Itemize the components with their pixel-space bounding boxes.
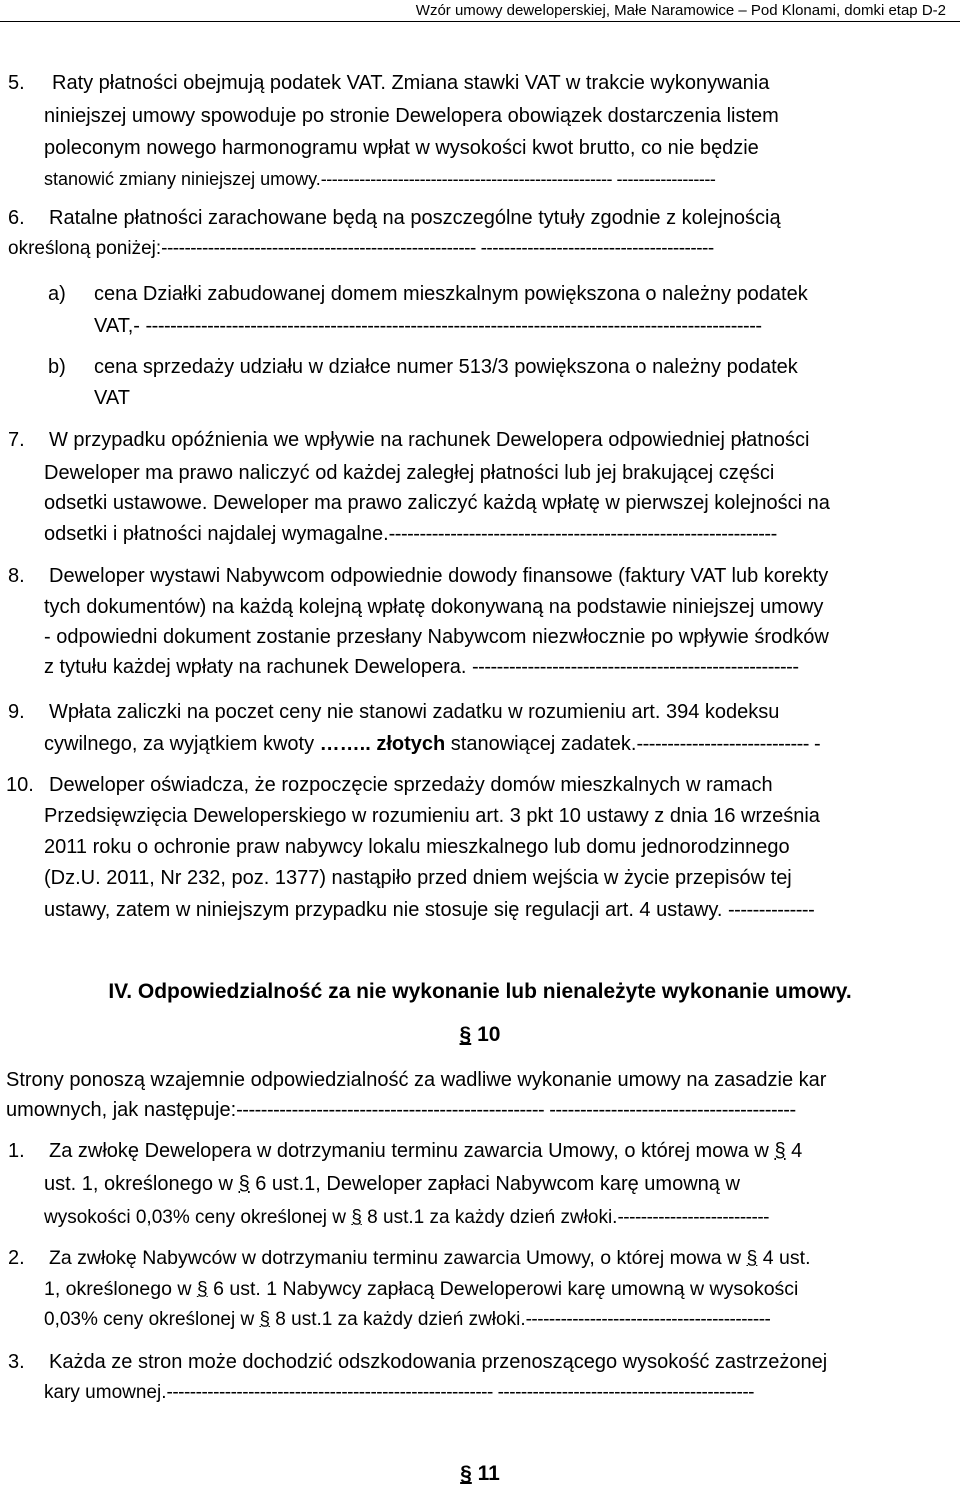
text-line: odsetki ustawowe. Deweloper ma prawo zaliczyć każdą wpłatę w pierwszej kolejności na [44,492,830,514]
section-title: IV. Odpowiedzialność za nie wykonanie lub nienależyte wykonanie umowy. [108,980,852,1003]
text-line: Za zwłokę Nabywców w dotrzymaniu terminu zawarcia Umowy, o której mowa w § 4 ust. [49,1247,811,1269]
text-line: ustawy, zatem w niniejszym przypadku nie stosuje się regulacji art. 4 ustawy. -------------- [44,899,815,921]
text-line: odsetki i płatności najdalej wymagalne.--------------------------------------------------------------- [44,523,777,545]
header-title: Wzór umowy deweloperskiej, Małe Naramowice – Pod Klonami, domki etap D-2 [415,2,946,19]
item-number: 6. [8,207,25,229]
text-line: Za zwłokę Dewelopera w dotrzymaniu terminu zawarcia Umowy, o której mowa w § 4 [49,1140,803,1162]
text-line: Wpłata zaliczki na poczet ceny nie stanowi zadatku w rozumieniu art. 394 kodeksu [49,701,780,723]
item-number: 9. [8,701,25,723]
text-line: cywilnego, za wyjątkiem kwoty …….. złotych stanowiącej zadatek.---------------------------- - [44,733,821,755]
text-line: z tytułu każdej wpłaty na rachunek Dewelopera. ----------------------------------------------------- [44,656,799,678]
text-line: 1, określonego w § 6 ust. 1 Nabywcy zapłacą Deweloperowi karę umowną w wysokości [44,1278,799,1300]
text-line: Deweloper wystawi Nabywcom odpowiednie dowody finansowe (faktury VAT lub korekty [49,565,829,587]
text-line: Ratalne płatności zarachowane będą na poszczególne tytuły zgodnie z kolejnością [49,207,781,229]
text-line: Deweloper oświadcza, że rozpoczęcie sprzedaży domów mieszkalnych w ramach [49,774,773,796]
text-line: (Dz.U. 2011, Nr 232, poz. 1377) nastąpiło przed dniem wejścia w życie przepisów tej [44,867,792,889]
text-line: określoną poniżej:------------------------------------------------------ ---------------------------------------- [8,238,714,259]
sub-item-label: a) [48,283,66,305]
header-rule [0,21,960,22]
paragraph-heading: § 11 [460,1462,500,1485]
paragraph-sign: § [459,1023,472,1046]
paragraph-sign: § [460,1462,472,1485]
sub-item-label: b) [48,356,66,378]
text-line: 0,03% ceny określonej w § 8 ust.1 za każdy dzień zwłoki.------------------------------------------ [44,1309,771,1330]
text-line: 2011 roku o ochronie praw nabywcy lokalu mieszkalnego lub domu jednorodzinnego [44,836,790,858]
text-line: Każda ze stron może dochodzić odszkodowania przenoszącego wysokość zastrzeżonej [49,1351,828,1373]
item-number: 3. [8,1351,25,1373]
text-line: VAT,- ---------------------------------------------------------------------------------------------------- [94,315,762,337]
item-number: 2. [8,1247,25,1269]
paragraph-heading: § 10 [459,1023,501,1046]
text-line: stanowić zmiany niniejszej umowy.----------------------------------------------------- ------------------ [44,169,716,189]
text-line: cena sprzedaży udziału w działce numer 513/3 powiększona o należny podatek [94,356,798,378]
item-number: 10. [6,774,34,796]
page-header [0,0,960,22]
text-line: umownych, jak następuje:-------------------------------------------------- ---------------------------------------- [6,1099,796,1121]
text-line: cena Działki zabudowanej domem mieszkalnym powiększona o należny podatek [94,283,808,305]
text-line: Deweloper ma prawo naliczyć od każdej zaległej płatności lub jej brakującej części [44,462,775,484]
text-line: wysokości 0,03% ceny określonej w § 8 ust.1 za każdy dzień zwłoki.-------------------------- [44,1207,769,1228]
text-line: Raty płatności obejmują podatek VAT. Zmiana stawki VAT w trakcie wykonywania [52,72,770,94]
text-line: - odpowiedni dokument zostanie przesłany Nabywcom niezwłocznie po wpływie środków [44,626,829,648]
text-line: Strony ponoszą wzajemnie odpowiedzialność za wadliwe wykonanie umowy na zasadzie kar [6,1069,827,1091]
item-number: 8. [8,565,25,587]
text-line: poleconym nowego harmonogramu wpłat w wysokości kwot brutto, co nie będzie [44,137,759,159]
text-line: W przypadku opóźnienia we wpływie na rachunek Dewelopera odpowiedniej płatności [49,429,810,451]
item-number: 7. [8,429,25,451]
item-number: 5. [8,72,25,94]
text-line: tych dokumentów) na każdą kolejną wpłatę dokonywaną na podstawie niniejszej umowy [44,596,824,618]
text-line: ust. 1, określonego w § 6 ust.1, Deweloper zapłaci Nabywcom karę umowną w [44,1173,740,1195]
text-line: niniejszej umowy spowoduje po stronie Dewelopera obowiązek dostarczenia listem [44,105,779,127]
item-number: 1. [8,1140,25,1162]
text-line: kary umownej.-------------------------------------------------------- -------------------------------------------- [44,1382,754,1403]
text-line: Przedsięwzięcia Deweloperskiego w rozumieniu art. 3 pkt 10 ustawy z dnia 16 września [44,805,820,827]
text-line: VAT [94,387,130,409]
